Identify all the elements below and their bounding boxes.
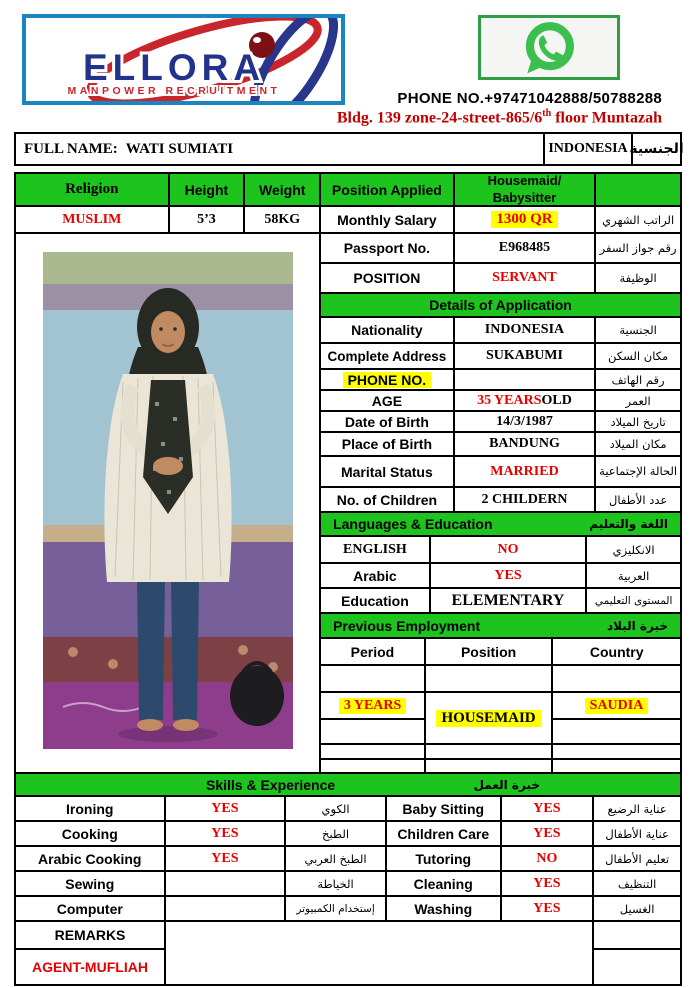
position-applied-header: Position Applied bbox=[321, 174, 455, 207]
remarks-section bbox=[16, 922, 680, 984]
marital-row bbox=[321, 457, 680, 488]
period-cell bbox=[321, 693, 426, 720]
header-row bbox=[16, 174, 680, 207]
children-label: No. of Children bbox=[321, 488, 455, 513]
dob-label: Date of Birth bbox=[321, 412, 455, 433]
employment-title-arabic: خبرة البلاد bbox=[606, 618, 668, 633]
children-row bbox=[321, 488, 680, 513]
address-ordinal: th bbox=[542, 108, 552, 119]
employment-empty-row-3 bbox=[321, 760, 680, 774]
nationality-row bbox=[321, 318, 680, 344]
cleaning-value: YES bbox=[502, 872, 595, 897]
skills-row-computer bbox=[16, 897, 680, 922]
computer-arabic: إستخدام الكمبيوتر bbox=[286, 897, 387, 922]
empty-cell bbox=[553, 720, 680, 745]
arabiccooking-arabic: الطبخ العربي bbox=[286, 847, 387, 872]
period-col bbox=[321, 693, 426, 745]
nationality-label: Nationality bbox=[321, 318, 455, 344]
empty-cell bbox=[553, 745, 680, 760]
country-header: Country bbox=[553, 639, 680, 666]
nationality-value: INDONESIA bbox=[455, 318, 597, 344]
age-value-cell bbox=[455, 391, 597, 412]
skills-title-cell bbox=[16, 774, 680, 797]
arabic-arabic: العربية bbox=[587, 564, 680, 589]
height-header: Height bbox=[170, 174, 246, 207]
position-row bbox=[321, 264, 680, 294]
childrencare-label: Children Care bbox=[387, 822, 502, 847]
photo-cell bbox=[16, 234, 321, 774]
full-name-value: WATI SUMIATI bbox=[125, 140, 234, 157]
religion-value: MUSLIM bbox=[16, 207, 170, 234]
tutoring-label: Tutoring bbox=[387, 847, 502, 872]
country-value: SAUDIA bbox=[585, 698, 649, 714]
weight-value: 58KG bbox=[245, 207, 321, 234]
details-title-bar bbox=[321, 294, 680, 318]
header-empty-cell bbox=[596, 174, 680, 207]
empty-cell bbox=[321, 666, 426, 693]
skills-row-sewing bbox=[16, 872, 680, 897]
nationality-arabic: الجنسية bbox=[596, 318, 680, 344]
washing-arabic: الغسيل bbox=[594, 897, 680, 922]
empty-cell bbox=[553, 760, 680, 774]
remarks-value-cell bbox=[166, 922, 594, 984]
english-value: NO bbox=[431, 537, 588, 564]
position-label: POSITION bbox=[321, 264, 455, 294]
age-label: AGE bbox=[321, 391, 455, 412]
education-label: Education bbox=[321, 589, 431, 614]
address-row bbox=[321, 344, 680, 370]
cleaning-label: Cleaning bbox=[387, 872, 502, 897]
employment-position-value: HOUSEMAID bbox=[436, 710, 540, 727]
phone-value bbox=[455, 370, 597, 391]
nationality-arabic-top: الجنسية bbox=[631, 134, 680, 164]
housemaid-line2: Babysitter bbox=[492, 189, 557, 205]
whatsapp-icon bbox=[520, 19, 578, 77]
skills-title-bar bbox=[16, 774, 680, 797]
employment-data-rows bbox=[321, 693, 680, 745]
address-suffix: floor Muntazah bbox=[551, 109, 662, 127]
education-value: ELEMENTARY bbox=[431, 589, 588, 614]
arabic-value: YES bbox=[431, 564, 588, 589]
country-col bbox=[553, 693, 680, 745]
position-arabic: الوظيفة bbox=[596, 264, 680, 294]
washing-label: Washing bbox=[387, 897, 502, 922]
empty-cell bbox=[594, 922, 680, 950]
english-row bbox=[321, 537, 680, 564]
empty-cell bbox=[321, 720, 426, 745]
age-arabic: العمر bbox=[596, 391, 680, 412]
babysitting-arabic: عناية الرضيع bbox=[594, 797, 680, 822]
tutoring-value: NO bbox=[502, 847, 595, 872]
languages-title: Languages & Education bbox=[333, 516, 493, 532]
ironing-label: Ironing bbox=[16, 797, 166, 822]
monthly-salary-arabic: الراتب الشهري bbox=[596, 207, 680, 234]
languages-title-cell bbox=[321, 513, 680, 537]
brand-tagline: MANPOWER RECRUITMENT bbox=[67, 85, 281, 97]
passport-arabic: رقم جواز السفر bbox=[596, 234, 680, 264]
cooking-arabic: الطبخ bbox=[286, 822, 387, 847]
address-label: Complete Address bbox=[321, 344, 455, 370]
phone-row bbox=[321, 370, 680, 391]
brand-text: ELLORA bbox=[82, 47, 266, 88]
languages-title-arabic: اللغة والتعليم bbox=[589, 517, 668, 531]
religion-header: Religion bbox=[16, 174, 170, 207]
age-row bbox=[321, 391, 680, 412]
period-header: Period bbox=[321, 639, 426, 666]
monthly-salary-value: 1300 QR bbox=[491, 211, 557, 228]
remarks-end-col bbox=[594, 922, 680, 984]
pob-arabic: مكان الميلاد bbox=[596, 433, 680, 457]
employment-header-row bbox=[321, 639, 680, 666]
skills-title: Skills & Experience bbox=[206, 776, 336, 793]
monthly-salary-label: Monthly Salary bbox=[321, 207, 455, 234]
dob-row bbox=[321, 412, 680, 433]
phone-arabic: رقم الهاتف bbox=[596, 370, 680, 391]
employment-position-cell bbox=[426, 693, 553, 745]
address-prefix: Bldg. 139 zone-24-street-865/6 bbox=[336, 109, 543, 127]
employment-title: Previous Employment bbox=[333, 617, 481, 634]
cooking-value: YES bbox=[166, 822, 287, 847]
phone-label-cell bbox=[321, 370, 455, 391]
age-value-black: OLD bbox=[541, 392, 572, 408]
pob-value: BANDUNG bbox=[455, 433, 597, 457]
empty-cell bbox=[321, 760, 426, 774]
ironing-arabic: الكوي bbox=[286, 797, 387, 822]
position-value: SERVANT bbox=[455, 264, 597, 294]
address-value: SUKABUMI bbox=[455, 344, 597, 370]
ellora-logo-swoosh bbox=[26, 18, 341, 101]
details-title: Details of Application bbox=[321, 294, 680, 318]
pob-label: Place of Birth bbox=[321, 433, 455, 457]
passport-value: E968485 bbox=[455, 234, 597, 264]
ironing-value: YES bbox=[166, 797, 287, 822]
age-value-red: 35 YEARS bbox=[477, 392, 542, 408]
phone-number-line: PHONE NO.+97471042888/50788288 bbox=[397, 90, 662, 107]
education-arabic: المستوى التعليمي bbox=[587, 589, 680, 614]
children-value: 2 CHILDERN bbox=[455, 488, 597, 513]
arabic-row bbox=[321, 564, 680, 589]
languages-title-bar bbox=[321, 513, 680, 537]
marital-arabic: الحالة الإجتماعية bbox=[596, 457, 680, 488]
employment-title-cell bbox=[321, 614, 680, 639]
photo-details-section bbox=[16, 234, 680, 774]
agent-label: AGENT-MUFLIAH bbox=[16, 950, 166, 984]
tutoring-arabic: تعليم الأطفال bbox=[594, 847, 680, 872]
housemaid-line1: Housemaid/ bbox=[487, 174, 562, 189]
housemaid-babysitter-header bbox=[455, 174, 597, 207]
phone-label: PHONE NO. bbox=[343, 372, 432, 388]
passport-label: Passport No. bbox=[321, 234, 455, 264]
washing-value: YES bbox=[502, 897, 595, 922]
monthly-salary-cell bbox=[455, 207, 597, 234]
sewing-label: Sewing bbox=[16, 872, 166, 897]
arabiccooking-value: YES bbox=[166, 847, 287, 872]
cleaning-arabic: التنظيف bbox=[594, 872, 680, 897]
skills-row-arabic-cooking bbox=[16, 847, 680, 872]
dob-value: 14/3/1987 bbox=[455, 412, 597, 433]
skills-row-cooking bbox=[16, 822, 680, 847]
empty-cell bbox=[553, 666, 680, 693]
english-label: ENGLISH bbox=[321, 537, 431, 564]
skills-title-arabic: خبرة العمل bbox=[473, 777, 540, 792]
childrencare-value: YES bbox=[502, 822, 595, 847]
empty-cell bbox=[321, 745, 426, 760]
sewing-value bbox=[166, 872, 287, 897]
arabiccooking-label: Arabic Cooking bbox=[16, 847, 166, 872]
childrencare-arabic: عناية الأطفال bbox=[594, 822, 680, 847]
marital-value: MARRIED bbox=[455, 457, 597, 488]
applicant-photo bbox=[43, 252, 293, 749]
computer-label: Computer bbox=[16, 897, 166, 922]
empty-cell bbox=[426, 745, 554, 760]
country-cell bbox=[553, 693, 680, 720]
employment-title-bar bbox=[321, 614, 680, 639]
full-name-label: FULL NAME: bbox=[24, 140, 118, 157]
whatsapp-badge bbox=[478, 15, 620, 80]
skills-row-ironing bbox=[16, 797, 680, 822]
address-line bbox=[230, 108, 662, 127]
computer-value bbox=[166, 897, 287, 922]
babysitting-value: YES bbox=[502, 797, 595, 822]
full-name bbox=[16, 134, 543, 164]
sewing-arabic: الخياطة bbox=[286, 872, 387, 897]
passport-row bbox=[321, 234, 680, 264]
agency-logo bbox=[22, 14, 345, 105]
cooking-label: Cooking bbox=[16, 822, 166, 847]
children-arabic: عدد الأطفال bbox=[596, 488, 680, 513]
employment-empty-row-2 bbox=[321, 745, 680, 760]
application-table bbox=[14, 172, 682, 986]
arabic-label: Arabic bbox=[321, 564, 431, 589]
period-value: 3 YEARS bbox=[339, 698, 406, 714]
education-row bbox=[321, 589, 680, 614]
empty-cell bbox=[594, 950, 680, 984]
empty-cell bbox=[426, 666, 554, 693]
position-col-header: Position bbox=[426, 639, 554, 666]
full-name-bar bbox=[14, 132, 682, 166]
detail-stack bbox=[321, 234, 680, 774]
weight-header: Weight bbox=[245, 174, 321, 207]
employment-empty-row-1 bbox=[321, 666, 680, 693]
marital-label: Marital Status bbox=[321, 457, 455, 488]
remarks-labels-col bbox=[16, 922, 166, 984]
english-arabic: الانكليزي bbox=[587, 537, 680, 564]
height-value: 5’3 bbox=[170, 207, 246, 234]
dob-arabic: تاريخ الميلاد bbox=[596, 412, 680, 433]
nationality-value-top: INDONESIA bbox=[543, 134, 631, 164]
babysitting-label: Baby Sitting bbox=[387, 797, 502, 822]
empty-cell bbox=[426, 760, 554, 774]
address-arabic: مكان السكن bbox=[596, 344, 680, 370]
pob-row bbox=[321, 433, 680, 457]
remarks-label: REMARKS bbox=[16, 922, 166, 950]
religion-salary-row bbox=[16, 207, 680, 234]
